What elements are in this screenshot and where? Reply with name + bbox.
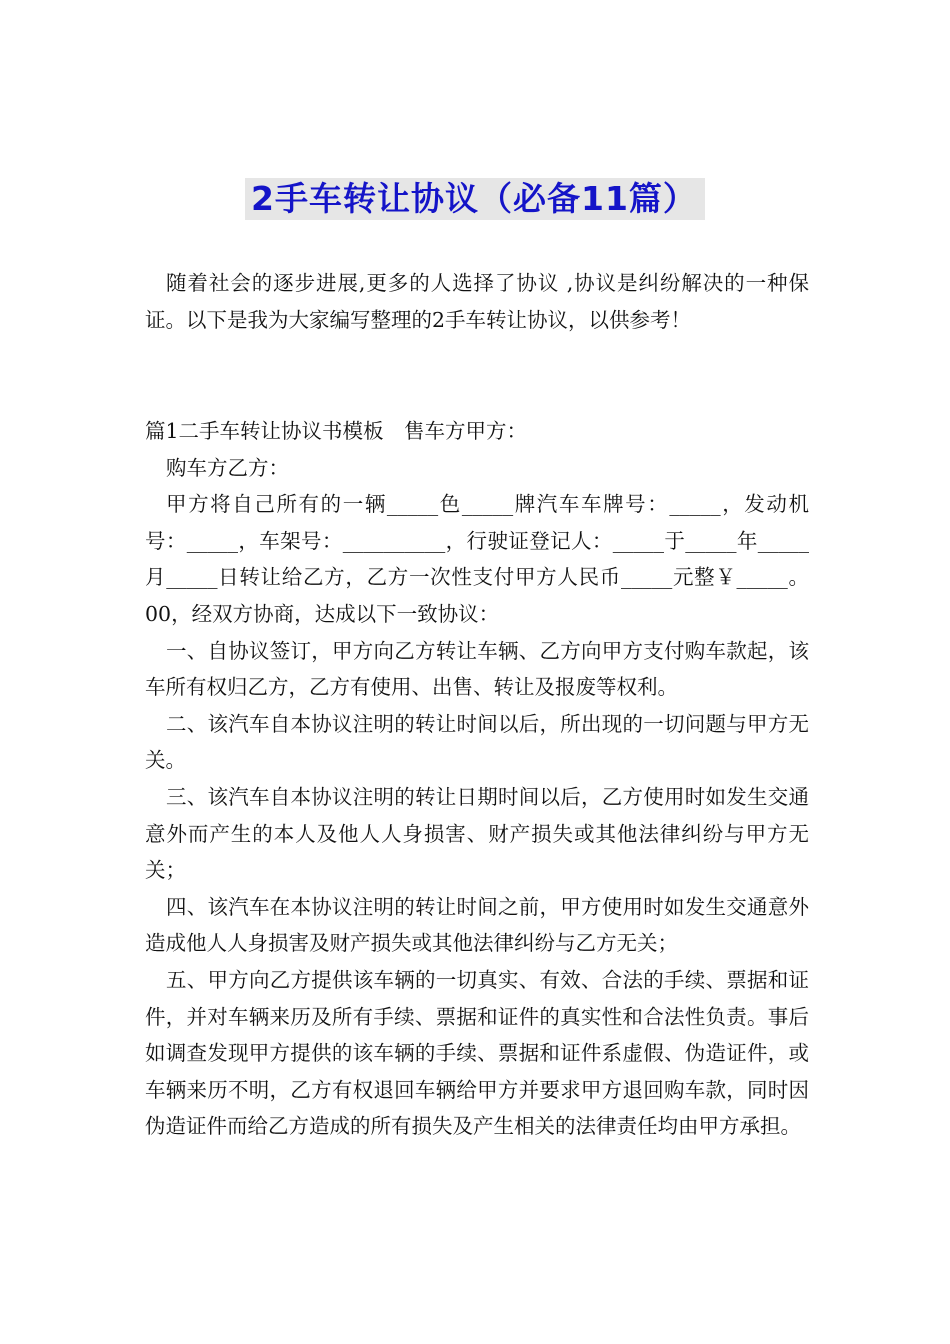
buyer-line: 购车方乙方：: [166, 455, 289, 480]
clause-1: 一、自协议签订，甲方向乙方转让车辆、乙方向甲方支付购车款起，该车所有权归乙方，乙方有使用、出售、转让及报废等权利。: [145, 638, 809, 700]
title-container: [0, 178, 950, 220]
intro-paragraph: 随着社会的逐步进展,更多的人选择了协议 ,协议是纠纷解决的一种保证。以下是我为大家编写整理的2手车转让协议，以供参考！: [145, 271, 809, 332]
intro-block: [145, 265, 809, 338]
vehicle-details-paragraph: 甲方将自己所有的一辆_____色_____牌汽车车牌号：_____，发动机号：_____，车架号：__________，行驶证登记人：_____于_____年_____月_____日转让给乙方，乙方一次性支付甲方人民币_____元整￥_____。00，经双方协商，达成以下一致协议：: [145, 492, 809, 626]
section-heading: 篇1二手车转让协议书模板 售车方甲方：: [145, 419, 528, 443]
agreement-section: [145, 413, 809, 1145]
document-title: 2手车转让协议（必备11篇）: [245, 178, 705, 220]
clause-5: 五、甲方向乙方提供该车辆的一切真实、有效、合法的手续、票据和证件，并对车辆来历及所有手续、票据和证件的真实性和合法性负责。事后如调查发现甲方提供的该车辆的手续、票据和证件系虚假、伪造证件，或车辆来历不明，乙方有权退回车辆给甲方并要求甲方退回购车款，同时因伪造证件而给乙方造成的所有损失及产生相关的法律责任均由甲方承担。: [145, 967, 809, 1139]
clause-3: 三、该汽车自本协议注明的转让日期时间以后，乙方使用时如发生交通意外而产生的本人及他人人身损害、财产损失或其他法律纠纷与甲方无关；: [145, 784, 809, 883]
clause-2: 二、该汽车自本协议注明的转让时间以后，所出现的一切问题与甲方无关。: [145, 711, 809, 773]
clause-4: 四、该汽车在本协议注明的转让时间之前，甲方使用时如发生交通意外造成他人人身损害及财产损失或其他法律纠纷与乙方无关；: [145, 894, 809, 956]
